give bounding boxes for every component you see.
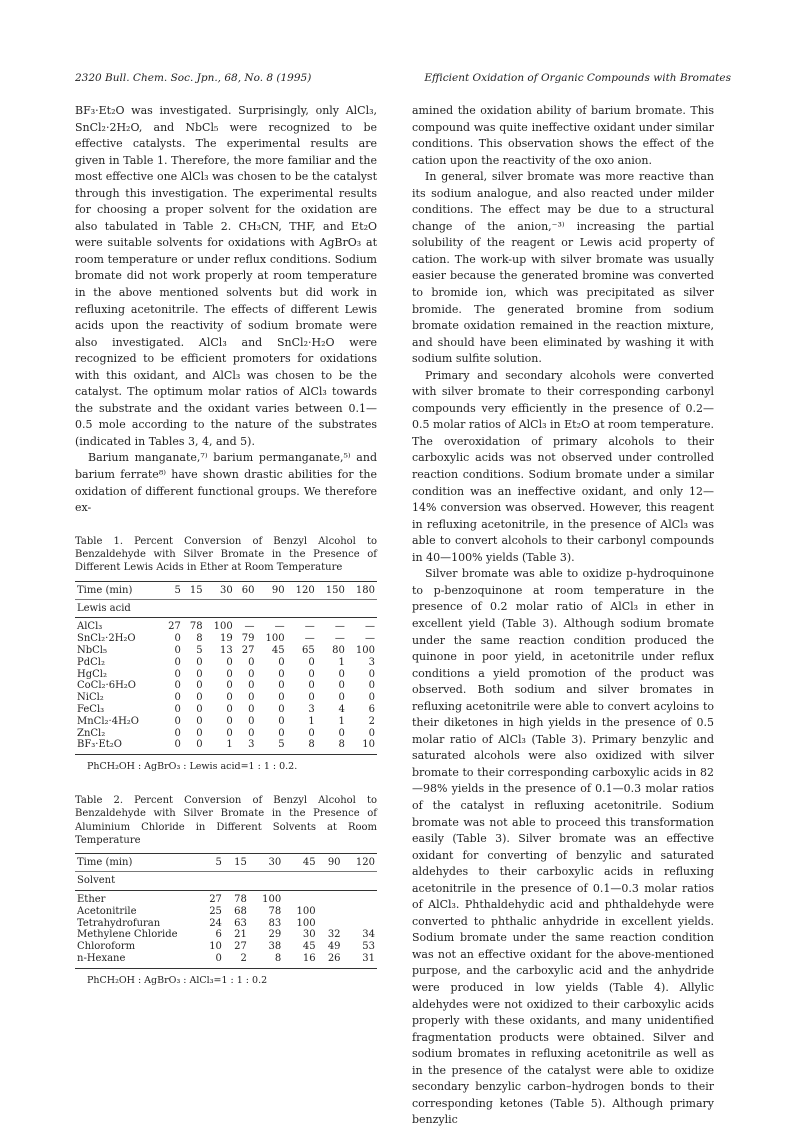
table-1 <box>75 535 377 776</box>
table-cell: 0 <box>226 692 233 704</box>
table-cell: 1 <box>338 715 345 727</box>
table-cell: 0 <box>338 680 345 692</box>
time-header-cell: 90 <box>257 581 287 599</box>
table-row <box>75 739 377 754</box>
table-cell: 34 <box>362 929 375 941</box>
table-cell: 0 <box>368 668 375 680</box>
table-cell: 3 <box>308 704 315 716</box>
row-label: Acetonitrile <box>77 905 137 917</box>
table-cell: 0 <box>174 668 181 680</box>
table-cell: 0 <box>226 704 233 716</box>
table-cell: — <box>365 633 375 645</box>
table-cell: 100 <box>355 645 375 657</box>
table-cell: 8 <box>317 739 347 754</box>
table-cell: 0 <box>278 727 285 739</box>
left-column <box>75 103 377 989</box>
time-header-cell: 45 <box>283 854 317 872</box>
table-cell: 0 <box>278 692 285 704</box>
table-cell: 0 <box>248 668 255 680</box>
table-cell: 0 <box>174 727 181 739</box>
table-cell: 0 <box>248 727 255 739</box>
time-label: Time (min) <box>75 854 199 872</box>
table-row <box>75 645 377 657</box>
table-cell: 0 <box>226 715 233 727</box>
table-row <box>75 918 377 930</box>
table-cell: 6 <box>368 704 375 716</box>
time-header-cell: 60 <box>235 581 257 599</box>
time-header-cell: 5 <box>161 581 183 599</box>
table-cell: 32 <box>327 929 341 941</box>
table-2-grid <box>75 853 377 968</box>
row-label: Chloroform <box>77 941 136 953</box>
table-cell: 100 <box>249 891 283 906</box>
table-cell: — <box>347 618 377 633</box>
table-cell <box>343 891 377 906</box>
table-cell: 83 <box>268 917 282 929</box>
time-header-cell: 15 <box>224 854 249 872</box>
empty-cell <box>249 872 283 891</box>
row-label: SnCl₂·2H₂O <box>77 633 136 645</box>
table-cell: — <box>235 618 257 633</box>
table-row <box>75 633 377 645</box>
table-cell: 0 <box>248 692 255 704</box>
row-label: HgCl₂ <box>77 668 107 680</box>
table-cell: 10 <box>347 739 377 754</box>
table-cell: 5 <box>196 645 203 657</box>
table-row <box>75 906 377 918</box>
table-cell: 4 <box>338 704 345 716</box>
row-label: PdCl₂ <box>77 656 105 668</box>
table-2 <box>75 794 377 990</box>
empty-cell <box>224 872 249 891</box>
row-label: ZnCl₂ <box>77 727 106 739</box>
empty-cell <box>205 599 235 618</box>
table-row <box>75 657 377 669</box>
table-2-note: PhCH₂OH : AgBrO₃ : AlCl₃=1 : 1 : 0.2 <box>87 974 268 986</box>
table-cell: 0 <box>196 727 203 739</box>
table-1-caption: Table 1. Percent Conversion of Benzyl Alcohol to Benzaldehyde with Silver Bromate in the Presence of Different Lewis Acids in Ether at Room Temperature <box>75 535 377 574</box>
table-cell: 0 <box>174 715 181 727</box>
table-cell: 0 <box>196 680 203 692</box>
empty-cell <box>287 599 317 618</box>
table-2-caption: Table 2. Percent Conversion of Benzyl Alcohol to Benzaldehyde with Silver Bromate in the Presence of Aluminium Chloride in Different Solvents at Room Temperature <box>75 794 377 847</box>
table-row <box>75 669 377 681</box>
table-cell: 0 <box>248 656 255 668</box>
table-cell: 16 <box>283 953 317 968</box>
table-cell: 0 <box>196 715 203 727</box>
table-cell: 24 <box>209 917 222 929</box>
time-header-cell: 150 <box>317 581 347 599</box>
table-cell: 29 <box>268 929 282 941</box>
table-cell: 8 <box>287 739 317 754</box>
table-cell: 27 <box>234 941 247 953</box>
empty-cell <box>343 872 377 891</box>
table-cell: 0 <box>308 656 315 668</box>
table-header-row <box>75 581 377 599</box>
body-paragraph: Barium manganate,⁷⁾ barium permanganate,⁵⁾ and barium ferrate⁸⁾ have shown drastic abilities for the oxidation of different functional groups. We therefore ex- <box>75 451 377 515</box>
table-cell: 100 <box>265 633 285 645</box>
table-cell: 30 <box>302 929 316 941</box>
empty-cell <box>257 599 287 618</box>
time-header-cell: 15 <box>183 581 205 599</box>
body-paragraph: Silver bromate was able to oxidize p-hydroquinone to p-benzoquinone at room temperature in the presence of 0.2 molar ratio of AlCl₃ in ether in excellent yield (Table 3). Although sodium bromate under the same reaction condition produced the quinone in poor yield, in acetonitrile under reflux conditions a yield promotion of the product was observed. Both sodium and silver bromates in refluxing acetonitrile were able to convert acyloins to their diketones in high yields in the presence of 0.5 molar ratio of AlCl₃ (Table 3). Primary benzylic and saturated alcohols were also oxidized with silver bromate to their corresponding carboxylic acids in 82—98% yields in the presence of 0.1—0.3 molar ratios of the catalyst in refluxing acetonitrile. Sodium bromate was not able to proceed this transformation easily (Table 3). Silver bromate was an effective oxidant for converting of benzylic and saturated aldehydes to their carboxylic acids in refluxing acetonitrile in the presence of 0.1—0.3 molar ratios of AlCl₃. Phthaldehydic acid and phthaldehyde were converted to phthalic anhydride in excellent yields. Sodium bromate under the same reaction condition was not an effective oxidant for the above-mentioned purpose, and the carboxylic acid and the anhydride were produced in low yields (Table 4). Allylic aldehydes were not oxidized to their carboxylic acids properly with these oxidants, and many unidentified fragmentation products were obtained. Silver and sodium bromates in refluxing acetonitrile as well as in the presence of the catalyst were able to oxidize secondary benzylic carbon–hydrogen bonds to their corresponding ketones (Table 5). Although primary benzylic <box>412 567 714 1127</box>
table-cell: 0 <box>174 704 181 716</box>
empty-cell <box>183 599 205 618</box>
row-label: FeCl₃ <box>77 704 105 716</box>
table-cell: 1 <box>308 715 315 727</box>
table-cell: 8 <box>249 953 283 968</box>
table-cell: 27 <box>161 618 183 633</box>
table-cell: 1 <box>205 739 235 754</box>
table-cell: 0 <box>226 668 233 680</box>
table-cell: 38 <box>268 941 282 953</box>
table-cell: 27 <box>241 645 255 657</box>
table-cell: 100 <box>296 905 316 917</box>
table-cell: 0 <box>248 715 255 727</box>
table-cell: — <box>317 618 347 633</box>
table-cell: — <box>304 633 315 645</box>
table-header-row <box>75 854 377 872</box>
table-row <box>75 941 377 953</box>
table-cell: 65 <box>301 645 315 657</box>
table-row <box>75 692 377 704</box>
table-cell: 63 <box>234 917 247 929</box>
table-cell: 79 <box>241 633 255 645</box>
time-header-cell: 120 <box>343 854 377 872</box>
table-row <box>75 953 377 968</box>
table-cell: 25 <box>209 905 222 917</box>
time-header-cell: 120 <box>287 581 317 599</box>
table-1-grid <box>75 581 377 755</box>
table-cell: 0 <box>226 656 233 668</box>
journal-citation: 2320 Bull. Chem. Soc. Jpn., 68, No. 8 (1995) <box>75 72 312 84</box>
empty-cell <box>161 599 183 618</box>
time-header-cell: 30 <box>249 854 283 872</box>
right-column <box>412 103 714 1129</box>
body-paragraph: Primary and secondary alcohols were converted with silver bromate to their corresponding carbonyl compounds very efficiently in the presence of 0.2—0.5 molar ratios of AlCl₃ in Et₂O at room temperature. The overoxidation of primary alcohols to their carboxylic acids was not observed under controlled reaction conditions. Sodium bromate under a similar condition was an ineffective oxidant, and only 12—14% conversion was observed. However, this reagent in refluxing acetonitrile, in the presence of AlCl₃ was able to convert alcohols to their carbonyl compounds in 40—100% yields (Table 3). <box>412 368 714 564</box>
table-cell: 0 <box>196 656 203 668</box>
table-cell: 0 <box>278 704 285 716</box>
table-cell: 0 <box>226 680 233 692</box>
table-1-note: PhCH₂OH : AgBrO₃ : Lewis acid=1 : 1 : 0.2. <box>87 761 298 773</box>
table-group-row <box>75 599 377 618</box>
table-cell: 0 <box>278 656 285 668</box>
table-cell: 0 <box>174 656 181 668</box>
table-cell: 0 <box>174 633 181 645</box>
empty-cell <box>283 872 317 891</box>
table-cell: 0 <box>338 727 345 739</box>
row-label: NbCl₅ <box>77 645 108 657</box>
empty-cell <box>199 872 224 891</box>
body-paragraph: In general, silver bromate was more reactive than its sodium analogue, and also reacted under milder conditions. The effect may be due to a structural change of the anion,⁻³⁾ increasing the partial solubility of the reagent or Lewis acid property of cation. The work-up with silver bromate was usually easier because the generated bromine was converted to bromide ion, which was precipitated as silver bromide. The generated bromine from sodium bromate oxidation remained in the reaction mixture, and should have been eliminated by washing it with sodium sulfite solution. <box>412 170 714 366</box>
row-label: NiCl₂ <box>77 692 104 704</box>
time-header-cell: 180 <box>347 581 377 599</box>
table-cell: — <box>257 618 287 633</box>
body-paragraph: BF₃·Et₂O was investigated. Surprisingly, only AlCl₃, SnCl₂·2H₂O, and NbCl₅ were recognized to be effective catalysts. The experimental results are given in Table 1. Therefore, the more familiar and the most effective one AlCl₃ was chosen to be the catalyst through this investigation. The experimental results for choosing a proper solvent for the oxidation are also tabulated in Table 2. CH₃CN, THF, and Et₂O were suitable solvents for oxidations with AgBrO₃ at room temperature or under reflux conditions. Sodium bromate did not work properly at room temperature in the above mentioned solvents but did work in refluxing acetonitrile. The effects of different Lewis acids upon the reactivity of sodium bromate were also investigated. AlCl₃ and SnCl₂·H₂O were recognized to be efficient promoters for oxidations with this oxidant, and AlCl₃ was chosen to be the catalyst. The optimum molar ratios of AlCl₃ towards the substrate and the oxidant varies between 0.1—0.5 mole according to the nature of the substrates (indicated in Tables 3, 4, and 5). <box>75 104 377 448</box>
table-cell: 100 <box>296 917 316 929</box>
table-cell: 10 <box>209 941 222 953</box>
table-cell: 2 <box>368 715 375 727</box>
time-header-cell: 90 <box>318 854 343 872</box>
row-label: n-Hexane <box>75 953 199 968</box>
table-cell: 78 <box>183 618 205 633</box>
table-cell: 0 <box>174 680 181 692</box>
table-cell: 0 <box>196 668 203 680</box>
table-cell: 0 <box>199 953 224 968</box>
time-header-cell: 30 <box>205 581 235 599</box>
table-cell: 45 <box>271 645 285 657</box>
table-cell: — <box>334 633 345 645</box>
table-cell: 0 <box>278 680 285 692</box>
table-cell: — <box>287 618 317 633</box>
table-cell: 0 <box>368 680 375 692</box>
table-cell: 0 <box>278 668 285 680</box>
group-label: Solvent <box>75 872 199 891</box>
table-cell: 3 <box>235 739 257 754</box>
table-cell: 0 <box>248 704 255 716</box>
row-label: CoCl₂·6H₂O <box>77 680 136 692</box>
table-cell: 31 <box>343 953 377 968</box>
table-cell: 26 <box>318 953 343 968</box>
row-label: MnCl₂·4H₂O <box>77 715 140 727</box>
table-cell: 78 <box>224 891 249 906</box>
table-cell: 6 <box>215 929 222 941</box>
row-label: AlCl₃ <box>75 618 161 633</box>
table-row <box>75 891 377 906</box>
row-label: Ether <box>75 891 199 906</box>
empty-cell <box>318 872 343 891</box>
table-cell: 0 <box>196 692 203 704</box>
table-cell: 13 <box>219 645 233 657</box>
table-cell: 2 <box>224 953 249 968</box>
table-cell <box>343 906 377 918</box>
table-cell: 0 <box>308 692 315 704</box>
table-cell <box>283 891 317 906</box>
table-cell: 0 <box>368 692 375 704</box>
table-cell: 68 <box>234 905 247 917</box>
table-cell: 0 <box>183 739 205 754</box>
table-row <box>75 618 377 633</box>
empty-cell <box>317 599 347 618</box>
time-label: Time (min) <box>75 581 161 599</box>
table-cell <box>343 918 377 930</box>
table-cell: 0 <box>308 680 315 692</box>
table-cell: 78 <box>268 905 282 917</box>
table-cell <box>318 891 343 906</box>
table-cell: 0 <box>161 739 183 754</box>
running-title: Efficient Oxidation of Organic Compounds with Bromates <box>424 72 731 84</box>
body-paragraph: amined the oxidation ability of barium bromate. This compound was quite ineffective oxidant under similar conditions. This observation shows the effect of the cation upon the reactivity of the oxo anion. <box>412 104 714 167</box>
table-cell: 0 <box>196 704 203 716</box>
table-cell: 0 <box>308 668 315 680</box>
table-cell <box>318 906 343 918</box>
table-row <box>75 728 377 740</box>
table-cell: 49 <box>327 941 341 953</box>
time-header-cell: 5 <box>199 854 224 872</box>
table-cell: 19 <box>219 633 233 645</box>
table-cell: 8 <box>196 633 203 645</box>
group-label: Lewis acid <box>75 599 161 618</box>
table-row <box>75 716 377 728</box>
row-label: Methylene Chloride <box>77 929 178 941</box>
table-cell <box>318 918 343 930</box>
table-cell: 5 <box>257 739 287 754</box>
table-cell: 27 <box>199 891 224 906</box>
table-row <box>75 680 377 692</box>
empty-cell <box>235 599 257 618</box>
table-group-row <box>75 872 377 891</box>
table-cell: 3 <box>368 656 375 668</box>
table-cell: 0 <box>174 692 181 704</box>
table-cell: 0 <box>226 727 233 739</box>
table-cell: 21 <box>234 929 247 941</box>
empty-cell <box>347 599 377 618</box>
table-cell: 0 <box>338 692 345 704</box>
table-cell: 0 <box>308 727 315 739</box>
table-cell: 0 <box>338 668 345 680</box>
table-cell: 45 <box>302 941 316 953</box>
table-cell: 0 <box>248 680 255 692</box>
page-header <box>75 72 731 88</box>
row-label: BF₃·Et₂O <box>75 739 161 754</box>
table-row <box>75 704 377 716</box>
table-row <box>75 929 377 941</box>
row-label: Tetrahydrofuran <box>77 917 161 929</box>
table-cell: 53 <box>362 941 375 953</box>
table-cell: 100 <box>205 618 235 633</box>
table-cell: 0 <box>368 727 375 739</box>
table-cell: 0 <box>174 645 181 657</box>
table-cell: 1 <box>338 656 345 668</box>
table-cell: 0 <box>278 715 285 727</box>
table-cell: 80 <box>332 645 345 657</box>
